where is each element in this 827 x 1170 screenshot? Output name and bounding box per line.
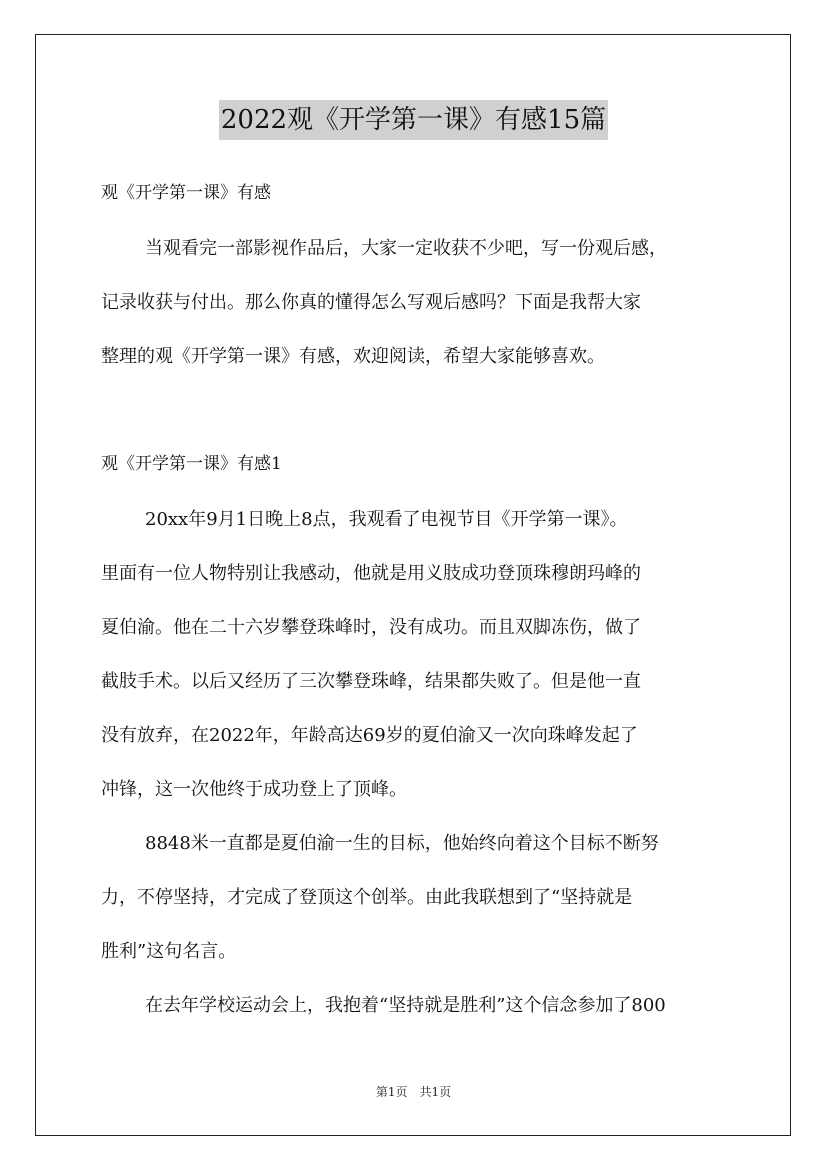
intro-line-3: 整理的观《开学第一课》有感，欢迎阅读，希望大家能够喜欢。: [101, 346, 605, 367]
page-number-footer: 第1页 共1页: [375, 1085, 452, 1099]
section1-p1-line-6: 冲锋，这一次他终于成功登上了顶峰。: [101, 779, 407, 800]
section1-heading: 观《开学第一课》有感1: [101, 454, 282, 474]
section1-p2-line-3: 胜利”这句名言。: [101, 941, 237, 962]
section1-p3-line-1: 在去年学校运动会上，我抱着“坚持就是胜利”这个信念参加了800: [145, 995, 666, 1016]
section1-p1-line-2: 里面有一位人物特别让我感动，他就是用义肢成功登顶珠穆朗玛峰的: [101, 563, 641, 584]
intro-line-2: 记录收获与付出。那么你真的懂得怎么写观后感吗？下面是我帮大家: [101, 292, 641, 313]
section1-p1-line-4: 截肢手术。以后又经历了三次攀登珠峰，结果都失败了。但是他一直: [101, 671, 641, 692]
section1-p1-line-1: 20xx年9月1日晚上8点，我观看了电视节目《开学第一课》。: [145, 509, 628, 530]
section1-p2-line-2: 力，不停坚持，才完成了登顶这个创举。由此我联想到了“坚持就是: [101, 887, 633, 908]
section1-p2-line-1: 8848米一直都是夏伯渝一生的目标，他始终向着这个目标不断努: [145, 833, 659, 854]
section1-p1-line-5: 没有放弃，在2022年，年龄高达69岁的夏伯渝又一次向珠峰发起了: [101, 725, 638, 746]
intro-line-1: 当观看完一部影视作品后，大家一定收获不少吧，写一份观后感，: [145, 238, 667, 259]
title-container: [0, 100, 827, 140]
document-title: 2022观《开学第一课》有感15篇: [219, 100, 608, 140]
intro-heading: 观《开学第一课》有感: [101, 183, 271, 203]
section1-p1-line-3: 夏伯渝。他在二十六岁攀登珠峰时，没有成功。而且双脚冻伤，做了: [101, 617, 641, 638]
